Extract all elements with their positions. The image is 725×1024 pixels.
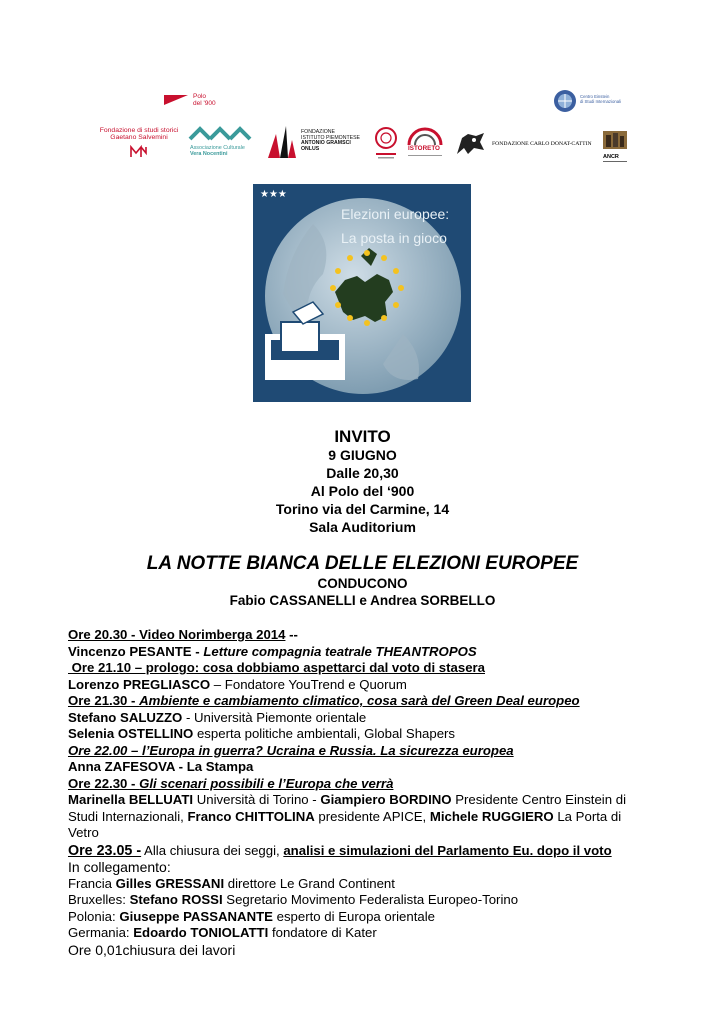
ancr-name: ANCR (603, 154, 619, 160)
polo-900-logo (163, 92, 223, 112)
slot-2030: Ore 20.30 - Video Norimberga 2014 (68, 627, 286, 642)
schedule-line (68, 925, 668, 942)
speaker-role: La Porta di Vetro (68, 808, 622, 840)
speaker: Stefano SALUZZO (68, 709, 183, 725)
schedule-line (68, 677, 668, 694)
slot-2200: Ore 22.00 – l’Europa in guerra? Ucraina e Russia. La sicurezza europea (68, 742, 514, 758)
nocentini-line1: Associazione Culturale (190, 145, 245, 151)
country: Polonia: (68, 908, 120, 924)
speaker: Giuseppe PASSANANTE (119, 908, 273, 924)
schedule-line (68, 909, 668, 926)
centro-einstein-logo (553, 89, 623, 115)
speaker-role: direttore Le Grand Continent (224, 875, 395, 891)
gramsci-line4: ONLUS (301, 146, 320, 153)
speaker-role: - Università Piemonte orientale (182, 709, 367, 725)
slot-2305 (68, 843, 668, 860)
arch-icon (406, 125, 444, 147)
waves-icon (188, 125, 254, 143)
gramsci-mark-icon (266, 124, 298, 160)
speaker: Gilles GRESSANI (115, 875, 225, 891)
schedule (68, 627, 668, 958)
invito-date: 9 GIUGNO (328, 447, 397, 463)
donat-cattin-name: FONDAZIONE CARLO DONAT-CATTIN (492, 141, 592, 147)
speaker-role: - La Stampa (174, 759, 254, 774)
schedule-line (68, 710, 668, 727)
slot-time: Ore 22.30 - (68, 775, 140, 791)
speaker-role: Segretario Movimento Federalista Europeo-Torino (222, 892, 519, 907)
country: Francia (68, 875, 116, 891)
panel-speakers (68, 792, 643, 842)
gramsci-line1: FONDAZIONE (301, 129, 336, 135)
ancr-logo (603, 131, 627, 161)
einstein-logo-line1: Centro Einstein (580, 94, 610, 99)
polo-mark-icon (163, 94, 189, 106)
invito-room: Sala Auditorium (309, 519, 416, 535)
schedule-line (68, 759, 668, 776)
talk-title: Letture compagnia teatrale THEANTROPOS (203, 643, 477, 659)
speaker-role: Università di Torino - (193, 792, 321, 807)
speaker: Marinella BELLUATI (68, 792, 194, 807)
nocentini-line2: Vera Nocentini (190, 150, 228, 157)
speaker: Selenia OSTELLINO (68, 726, 194, 741)
invito-heading: INVITO (334, 427, 391, 446)
donat-cattin-logo (454, 130, 594, 160)
ancr-photo-icon (603, 131, 627, 149)
schedule-line (68, 876, 668, 893)
globe-emblem-icon (553, 89, 577, 113)
polo-logo-line2: del '900 (193, 100, 216, 108)
speaker: Anna ZAFESOVA (68, 759, 175, 774)
schedule-line (68, 892, 668, 909)
talk-title: Gli scenari possibili e l’Europa che verrà (139, 775, 394, 791)
nocentini-logo (188, 125, 258, 161)
gramsci-logo (266, 124, 366, 162)
salvemini-line2: Gaetano Salvemini (110, 134, 168, 142)
speaker: Michele RUGGIERO (429, 808, 554, 824)
speaker-role: Presidente Centro Einstein di Studi Internazionali, (68, 792, 626, 824)
talk-title: analisi e simulazioni del Parlamento Eu. dopo il voto (283, 842, 612, 858)
salvemini-line1: Fondazione di studi storici (99, 127, 179, 134)
slot-2030-suffix: -- (285, 627, 298, 642)
istoreto-logo (406, 125, 446, 161)
closing-line: Ore 0,01chiusura dei lavori (68, 941, 236, 958)
ornate-circle-icon (373, 125, 399, 161)
connection-label: In collegamento: (68, 859, 171, 875)
invito-address: Torino via del Carmine, 14 (275, 501, 450, 517)
gramsci-line3: ANTONIO GRAMSCI (301, 140, 351, 147)
invito-block (0, 427, 725, 536)
polo-logo-line1: Polo (193, 93, 207, 100)
speaker: Lorenzo PREGLIASCO (68, 676, 211, 692)
separator: - (191, 643, 204, 659)
talk-title: Ambiente e cambiamento climatico, cosa sarà del Green Deal europeo (139, 693, 580, 708)
speaker-role: esperto di Europa orientale (272, 908, 435, 924)
country: Germania: (68, 925, 134, 940)
speaker: Stefano ROSSI (129, 892, 223, 907)
poster-title-line1: Elezioni europee: (341, 206, 450, 222)
circle-emblem-logo (373, 125, 399, 161)
speaker-role: presidente APICE, (314, 808, 430, 824)
einstein-logo-line2: di Studi Internazionali (580, 98, 622, 104)
speaker: Vincenzo PESANTE (68, 643, 192, 659)
slot-time: Ore 21.30 - (68, 693, 140, 708)
conducono-label: CONDUCONO (317, 576, 408, 591)
poster-stars: ★★★ (260, 189, 287, 200)
schedule-line (68, 627, 668, 644)
speaker: Edoardo TONIOLATTI (133, 925, 269, 940)
speaker-role: – Fondatore YouTrend e Quorum (210, 676, 407, 692)
poster-title-line2: La posta in gioco (341, 230, 447, 246)
gramsci-line2: ISTITUTO PIEMONTESE (301, 134, 360, 141)
invito-venue: Al Polo del ‘900 (310, 483, 415, 499)
speaker-role: fondatore di Kater (268, 925, 377, 940)
slot-2110: Ore 21.10 – prologo: cosa dobbiamo aspettarci dal voto di stasera (68, 660, 485, 675)
speaker: Giampiero BORDINO (320, 792, 452, 807)
elections-poster (253, 184, 471, 402)
speaker-role: esperta politiche ambientali, Global Shapers (193, 726, 456, 741)
schedule-line (68, 726, 668, 743)
event-title: LA NOTTE BIANCA DELLE ELEZIONI EUROPEE (146, 553, 579, 574)
speaker: Franco CHITTOLINA (187, 808, 315, 824)
horse-emblem-icon (454, 130, 488, 158)
slot-desc: Alla chiusura dei seggi, (141, 842, 284, 858)
istoreto-name: ISTORETO (408, 145, 440, 152)
schedule-line (68, 644, 668, 661)
salvemini-mark-icon (129, 145, 149, 159)
hosts: Fabio CASSANELLI e Andrea SORBELLO (229, 593, 496, 608)
slot-time: Ore 23.05 - (68, 842, 142, 859)
country: Bruxelles: (68, 892, 130, 907)
slot-2130 (68, 693, 668, 710)
slot-2230 (68, 776, 668, 793)
invito-time: Dalle 20,30 (326, 465, 399, 481)
salvemini-logo (93, 127, 185, 163)
